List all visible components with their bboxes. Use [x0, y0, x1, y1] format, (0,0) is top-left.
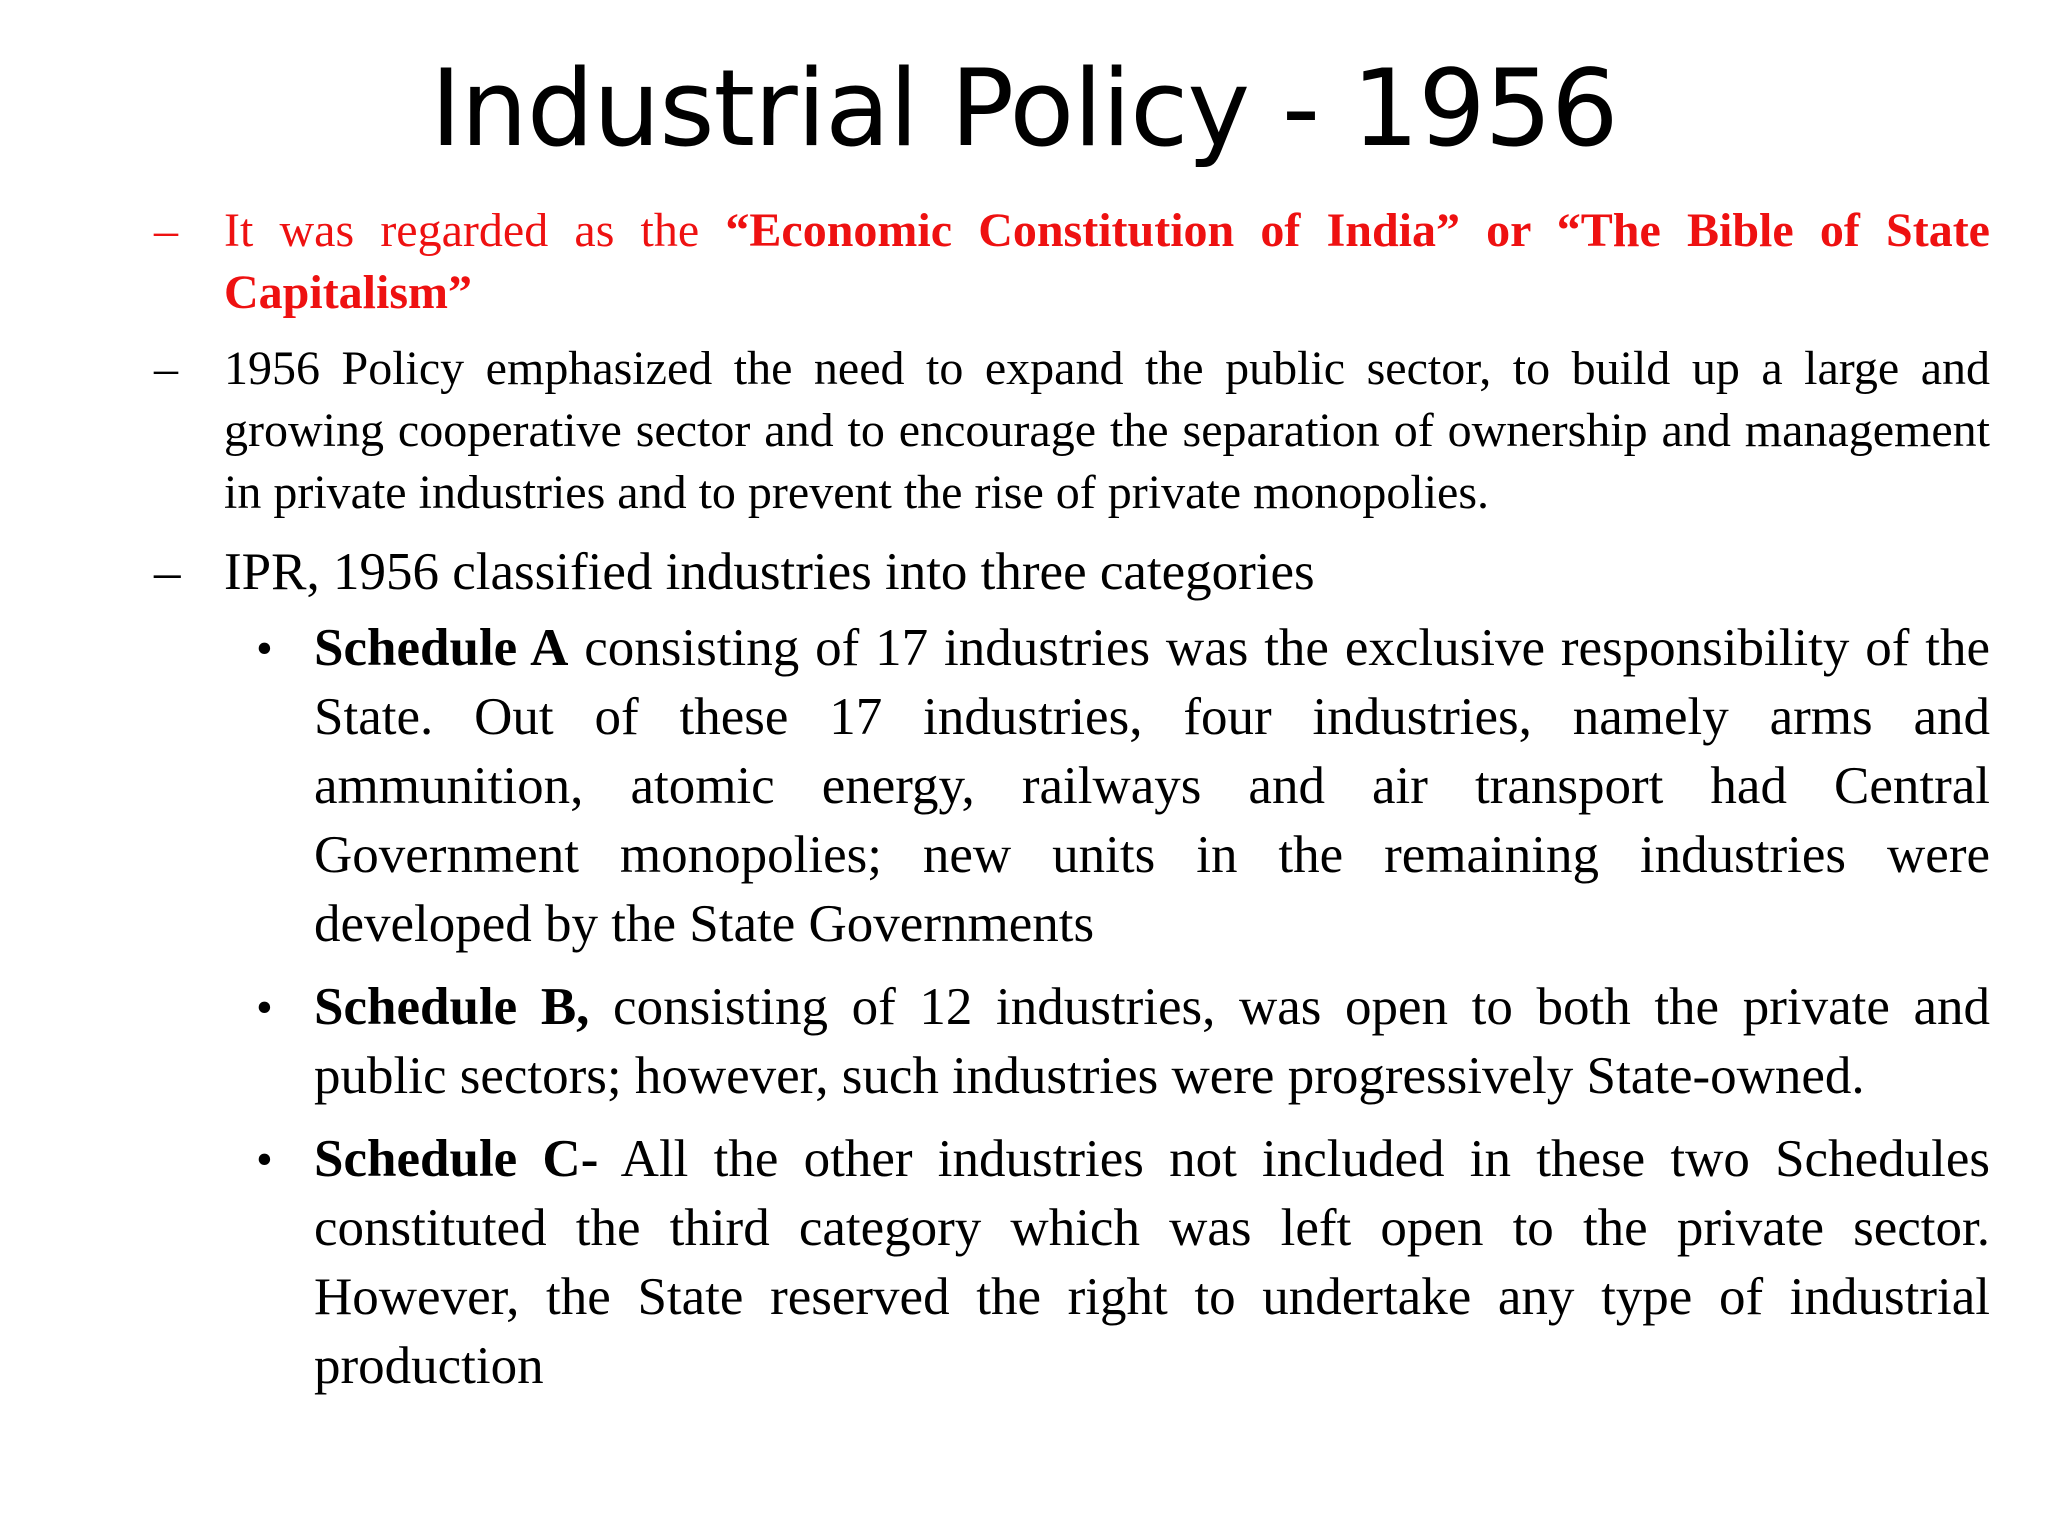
- schedule-text: consisting of 17 industries was the exclusive responsibility of the State. Out of these 17 industries, four industries, namely arms and ammunition, atomic energy, railways and air transport had Central Government monopolies; new units in the remaining industries were developed by the State Governments: [314, 619, 1990, 953]
- point-text: IPR, 1956 classified industries into three categories: [224, 543, 1315, 601]
- schedule-c-item: [256, 1125, 1990, 1401]
- bullet-marker: •: [256, 1133, 273, 1186]
- slide-content: [150, 200, 1990, 1415]
- schedule-b-item: [256, 973, 1990, 1111]
- slide-title: Industrial Policy - 1956: [430, 47, 1618, 170]
- schedule-text: All the other industries not included in these two Schedules constituted the third category which was left open to the private sector. However, the State reserved the right to undertake any type of industrial production: [314, 1130, 1990, 1395]
- schedule-a-item: [256, 614, 1990, 959]
- point-economic-constitution: [150, 200, 1990, 324]
- schedule-label: Schedule C-: [314, 1130, 599, 1188]
- point-text: 1956 Policy emphasized the need to expand the public sector, to build up a large and growing cooperative sector and to encourage the separation of ownership and management in private industries and to prevent the rise of private monopolies.: [224, 342, 1990, 519]
- bullet-marker: •: [256, 981, 273, 1034]
- schedule-label: Schedule A: [314, 619, 569, 677]
- dash-marker: –: [154, 342, 178, 395]
- point-prefix-text: It was regarded as the: [224, 204, 726, 257]
- point-ipr-categories: [150, 538, 1990, 606]
- point-public-sector: [150, 338, 1990, 524]
- point-emphasis-text: “Economic Constitution of India” or “The Bible of State Capitalism”: [224, 204, 1990, 319]
- dash-marker: –: [154, 543, 181, 601]
- bullet-marker: •: [256, 622, 273, 675]
- dash-marker: –: [154, 204, 178, 257]
- schedule-text: consisting of 12 industries, was open to both the private and public sectors; however, such industries were progressively State-owned.: [314, 978, 1990, 1105]
- schedule-label: Schedule B,: [314, 978, 590, 1036]
